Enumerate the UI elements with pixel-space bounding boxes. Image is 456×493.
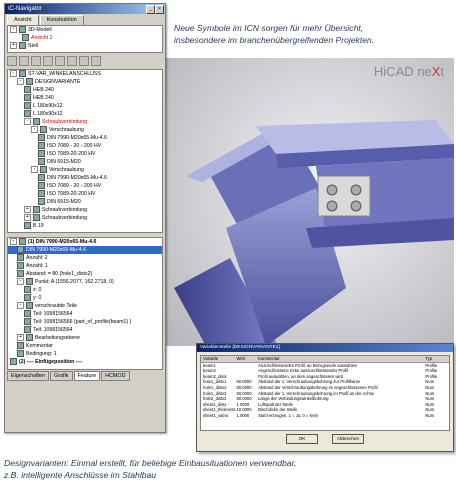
table-header bbox=[201, 356, 449, 363]
tab-eigenschaften[interactable]: Eigenschaften bbox=[7, 371, 49, 381]
table-cell: Num bbox=[425, 390, 435, 396]
model-icon bbox=[19, 26, 26, 33]
brand-prefix: HiCAD ne bbox=[373, 64, 432, 79]
tree-node-icon bbox=[33, 118, 40, 125]
table-cell: beam2_distx bbox=[203, 373, 227, 379]
tab-ansicht[interactable]: Ansicht bbox=[7, 15, 39, 25]
table-cell: Abstand der 1. Verschraubungsbohrung zur Profilkante bbox=[258, 379, 361, 385]
table-cell: sheet1_thickness bbox=[203, 407, 236, 413]
tree-node-icon bbox=[33, 214, 40, 221]
tree-node-icon bbox=[38, 182, 45, 189]
tab-grafik[interactable]: Grafik bbox=[50, 371, 72, 381]
tree-label: HEB 240 bbox=[33, 87, 54, 93]
expand-icon[interactable]: + bbox=[24, 206, 31, 213]
table-cell: beam1 bbox=[203, 362, 216, 368]
property-label: x: 0 bbox=[33, 287, 42, 293]
tree-item[interactable] bbox=[8, 118, 162, 126]
property-node-icon bbox=[17, 262, 24, 269]
tree-item[interactable] bbox=[8, 142, 162, 150]
table-cell: hole1_distx1 bbox=[203, 379, 227, 385]
tree-label: Schraubverbindung bbox=[42, 207, 87, 213]
caption-bottom-line-2: z.B. intelligente Anschlüsse im Stahlbau bbox=[4, 470, 157, 480]
property-item[interactable] bbox=[8, 286, 162, 294]
tree-label: ST-VAR_WINKELANSCHLUSS bbox=[28, 71, 101, 77]
property-item[interactable] bbox=[8, 238, 162, 246]
tree-label: Verschraubung bbox=[49, 127, 84, 133]
view-icon bbox=[22, 34, 29, 41]
tree-item[interactable] bbox=[8, 134, 162, 142]
property-label: Teil: 1098156564 bbox=[33, 327, 73, 333]
tree-node-icon bbox=[24, 222, 31, 229]
tree-node-icon bbox=[33, 206, 40, 213]
tree-item[interactable] bbox=[8, 206, 162, 214]
variable-table bbox=[200, 355, 450, 431]
property-node-icon bbox=[24, 286, 31, 293]
tree-label: L 180x90x12 bbox=[33, 111, 63, 117]
view-tree-pane bbox=[7, 25, 163, 53]
property-item[interactable] bbox=[8, 278, 162, 286]
tree-label: ISO 7089 - 20 - 200 HV bbox=[47, 143, 102, 149]
close-icon[interactable]: × bbox=[155, 5, 164, 14]
tree-label: ISO 7089-20-200 HV bbox=[47, 191, 96, 197]
property-label: Teil: 1098156564 bbox=[33, 311, 73, 317]
settings-icon[interactable] bbox=[91, 56, 101, 66]
caption-top bbox=[174, 22, 454, 46]
property-label: verschraubte Teile bbox=[35, 303, 78, 309]
expand-icon[interactable]: - bbox=[10, 70, 17, 77]
tree-item[interactable] bbox=[8, 158, 162, 166]
tree-node-icon bbox=[40, 166, 47, 173]
tree-item[interactable] bbox=[8, 86, 162, 94]
tree-label: B 19 bbox=[33, 223, 44, 229]
tree-label: Verschraubung bbox=[49, 167, 84, 173]
property-node-icon bbox=[17, 350, 24, 357]
table-cell: 50.0000 bbox=[236, 390, 252, 396]
property-item[interactable] bbox=[8, 358, 162, 366]
variable-dialog bbox=[196, 343, 454, 452]
dialog-title: Variablenstelle [DESIGNVARIANTE1] bbox=[197, 344, 453, 352]
navigator-tabs bbox=[5, 14, 165, 25]
table-cell: Profile bbox=[425, 373, 438, 379]
tree-label: L 180x90x12 bbox=[33, 103, 63, 109]
properties-pane bbox=[7, 237, 163, 370]
caption-top-line-2: insbesondere im branchenübergreifenden Projekten. bbox=[174, 35, 375, 45]
tree-item-stell[interactable]: + Stell bbox=[8, 42, 162, 50]
property-label: Bedingung: 1 bbox=[26, 351, 57, 357]
tree-label: DESIGNVARIANTE bbox=[35, 79, 81, 85]
tree-node-icon bbox=[38, 174, 45, 181]
property-label: (2) ---- Einfügeposition ---- bbox=[19, 359, 83, 365]
property-item[interactable] bbox=[8, 318, 162, 326]
table-cell: Num bbox=[425, 401, 435, 407]
tree-label: DIN 7990-M20x65-Mu-4.6 bbox=[47, 135, 107, 141]
tree-item[interactable] bbox=[8, 70, 162, 78]
property-node-icon bbox=[19, 238, 26, 245]
minimize-icon[interactable]: _ bbox=[146, 5, 155, 14]
tab-feature[interactable]: Feature bbox=[74, 371, 101, 381]
tree-node-icon bbox=[38, 190, 45, 197]
col-kommentar[interactable]: Kommentar bbox=[258, 356, 280, 361]
property-label: Teil: 1098156566 {part_of_profile(beam1) } bbox=[33, 319, 132, 325]
tree-item-view-1[interactable]: Ansicht 1 bbox=[8, 34, 162, 42]
table-cell: Blechdicke der Steife bbox=[258, 407, 298, 413]
table-cell: beam2 bbox=[203, 368, 216, 374]
expand-icon[interactable]: - bbox=[24, 118, 31, 125]
expand-icon[interactable]: + bbox=[10, 42, 17, 49]
tree-node-icon bbox=[38, 134, 45, 141]
table-cell: Länge der Verbindungswinkelbohrung bbox=[258, 396, 329, 402]
assembly-icon[interactable] bbox=[79, 56, 89, 66]
table-cell: hole1_distx3 bbox=[203, 390, 227, 396]
tree-item[interactable] bbox=[8, 214, 162, 222]
table-body bbox=[201, 363, 449, 419]
table-cell: Anzuschliessendes Profil, an Bezugsende auswählen bbox=[258, 362, 358, 368]
tab-hcmod[interactable]: HCMOD bbox=[101, 371, 129, 381]
tree-item[interactable] bbox=[8, 182, 162, 190]
tree-node-icon bbox=[38, 142, 45, 149]
table-cell: Abstand der Verschraubungsbohrung im angeschlossenen Profil bbox=[258, 384, 378, 390]
expand-icon[interactable]: + bbox=[17, 334, 24, 341]
table-cell: hole2_distx2 bbox=[203, 396, 227, 402]
table-cell: Num bbox=[425, 412, 435, 418]
tree-label: Schraubverbindung bbox=[42, 215, 87, 221]
tree-node-icon bbox=[26, 78, 33, 85]
tree-node-icon bbox=[24, 102, 31, 109]
property-label: Bearbeitungsebene bbox=[35, 335, 80, 341]
property-label: DIN 7990-M20x65-Mu-4.6 bbox=[26, 247, 86, 253]
tree-label: ISO 7089 - 20 - 200 HV bbox=[47, 183, 102, 189]
property-label: (1) DIN 7990-M20x65-Mu-4.6 bbox=[28, 239, 97, 245]
tree-item[interactable] bbox=[8, 198, 162, 206]
table-cell: Num bbox=[425, 384, 435, 390]
tree-item[interactable] bbox=[8, 78, 162, 86]
property-node-icon bbox=[26, 302, 33, 309]
tree-node-icon bbox=[24, 110, 31, 117]
tree-node-icon bbox=[38, 198, 45, 205]
table-cell: Profile bbox=[425, 362, 438, 368]
expand-icon[interactable]: - bbox=[17, 278, 24, 285]
property-node-icon bbox=[24, 310, 31, 317]
bolt-3 bbox=[327, 201, 337, 211]
property-label: Anzahl: 1 bbox=[26, 263, 48, 269]
table-cell: 80.0000 bbox=[236, 384, 252, 390]
property-node-icon bbox=[24, 326, 31, 333]
property-item[interactable] bbox=[8, 254, 162, 262]
table-cell: Profil auswählen, an dem angeschlossen wird bbox=[258, 373, 344, 379]
table-cell: sheet1_vatno bbox=[203, 412, 229, 418]
property-item[interactable] bbox=[8, 310, 162, 318]
table-row[interactable] bbox=[201, 413, 449, 419]
tree-item[interactable] bbox=[8, 126, 162, 134]
cad-3d-viewport[interactable] bbox=[166, 58, 454, 346]
expand-icon[interactable]: + bbox=[24, 214, 31, 221]
tree-item[interactable] bbox=[8, 222, 162, 230]
tree-item[interactable] bbox=[8, 150, 162, 158]
expand-icon[interactable]: - bbox=[17, 302, 24, 309]
bolt-2 bbox=[351, 185, 361, 195]
dialog-buttons bbox=[197, 434, 453, 444]
caption-bottom bbox=[4, 457, 444, 481]
table-cell: Abstand der 1. Verschraubungsbohrung im Profil an der Achse bbox=[258, 390, 375, 396]
property-item[interactable] bbox=[8, 342, 162, 350]
property-node-icon bbox=[26, 334, 33, 341]
caption-bottom-line-1: Designvarianten: Einmal erstellt, für beliebige Einbausituationen verwendbar, bbox=[4, 458, 297, 468]
tree-item[interactable] bbox=[8, 174, 162, 182]
tree-item[interactable] bbox=[8, 166, 162, 174]
property-node-icon bbox=[17, 270, 24, 277]
tree-label: Schraubverbindung bbox=[42, 119, 87, 125]
tree-node-icon bbox=[19, 70, 26, 77]
tree-label: DIN 6915-M20 bbox=[47, 199, 81, 205]
bolt-1 bbox=[327, 185, 337, 195]
tree-node-icon bbox=[38, 158, 45, 165]
table-cell: 10.0000 bbox=[236, 407, 252, 413]
cancel-button[interactable]: Abbrechen bbox=[332, 434, 364, 444]
expand-icon[interactable]: - bbox=[10, 238, 17, 245]
navigator-title: IC-Navigator bbox=[8, 6, 42, 12]
property-node-icon bbox=[17, 342, 24, 349]
caption-top-line-1: Neue Symbole im ICN sorgen für mehr Übersicht, bbox=[174, 23, 364, 33]
property-item[interactable] bbox=[8, 350, 162, 358]
bolt-4 bbox=[351, 201, 361, 211]
expand-icon[interactable]: - bbox=[17, 78, 24, 85]
property-node-icon bbox=[24, 318, 31, 325]
tree-label: DIN 7990-M20x65-Mu-4.6 bbox=[47, 175, 107, 181]
angle-plate bbox=[318, 176, 370, 216]
col-variable[interactable]: Variable bbox=[203, 356, 219, 361]
table-cell: hole1_distx2 bbox=[203, 384, 227, 390]
property-label: Kommentar bbox=[26, 343, 53, 349]
table-cell: 80.0000 bbox=[236, 396, 252, 402]
structure-tree-pane bbox=[7, 69, 163, 233]
folder-icon bbox=[19, 42, 26, 49]
tree-item[interactable] bbox=[8, 94, 162, 102]
navigator-titlebar bbox=[5, 4, 165, 14]
property-node-icon bbox=[26, 278, 33, 285]
property-label: Abstand: = 80 {hole1_distx2} bbox=[26, 271, 93, 277]
table-cell: 1.0000 bbox=[236, 401, 250, 407]
property-item[interactable] bbox=[8, 246, 162, 254]
steel-beam-connection-render bbox=[166, 58, 454, 346]
property-item[interactable] bbox=[8, 270, 162, 278]
tab-konstruktion[interactable]: Konstruktion bbox=[40, 15, 84, 25]
tree-icon[interactable] bbox=[31, 56, 41, 66]
property-node-icon bbox=[10, 358, 17, 365]
table-cell: 1.0000 bbox=[236, 412, 250, 418]
tree-label: DIN 6915-M20 bbox=[47, 159, 81, 165]
bottom-tabs bbox=[7, 371, 163, 381]
expand-icon[interactable]: - bbox=[31, 126, 38, 133]
binoculars-icon[interactable] bbox=[7, 56, 17, 66]
property-node-icon bbox=[24, 294, 31, 301]
table-cell: 60.0000 bbox=[236, 379, 252, 385]
navigator-toolbar bbox=[7, 55, 163, 67]
property-label: Punkt: A (1556.2077, 162.2718, 0) bbox=[35, 279, 114, 285]
tree-node-icon bbox=[24, 86, 31, 93]
paste-icon[interactable] bbox=[55, 56, 65, 66]
tree-label: ISO 7089-20-200 HV bbox=[47, 151, 96, 157]
brand-suffix: t bbox=[440, 64, 444, 79]
expand-icon[interactable]: - bbox=[31, 166, 38, 173]
property-item[interactable] bbox=[8, 302, 162, 310]
table-cell: Stahl erzeugen, 1 = Ja, 0 = Nein bbox=[258, 412, 319, 418]
tree-node-icon bbox=[24, 94, 31, 101]
tree-item[interactable] bbox=[8, 190, 162, 198]
tree-label: HEB 240 bbox=[33, 95, 54, 101]
property-item[interactable] bbox=[8, 294, 162, 302]
table-cell: Num bbox=[425, 396, 435, 402]
col-wert[interactable]: Wert bbox=[236, 356, 246, 361]
ic-navigator-window bbox=[4, 3, 166, 433]
property-item[interactable] bbox=[8, 334, 162, 342]
tree-node-icon bbox=[40, 126, 47, 133]
property-node-icon bbox=[17, 246, 24, 253]
tree-item[interactable] bbox=[8, 102, 162, 110]
table-cell: Angeschlossene Ecke auszuschliessender Profil bbox=[258, 368, 348, 374]
table-cell: Luftspalt der Steife bbox=[258, 401, 294, 407]
col-typ[interactable]: Typ bbox=[425, 356, 433, 361]
property-item[interactable] bbox=[8, 326, 162, 334]
property-label: y: 0 bbox=[33, 295, 42, 301]
table-cell: sheet1_distx bbox=[203, 401, 227, 407]
property-label: Anzahl: 2 bbox=[26, 255, 48, 261]
ok-button[interactable]: OK bbox=[286, 434, 318, 444]
expand-icon[interactable]: - bbox=[10, 26, 17, 33]
property-node-icon bbox=[17, 254, 24, 261]
tree-item-3d-model[interactable]: - 3D-Modell bbox=[8, 26, 162, 34]
table-cell: Num bbox=[425, 379, 435, 385]
hicad-next-logo bbox=[374, 64, 444, 79]
brand-x: X bbox=[431, 64, 441, 79]
property-item[interactable] bbox=[8, 262, 162, 270]
table-cell: Num bbox=[425, 407, 435, 413]
table-cell: Profile bbox=[425, 368, 438, 374]
part-icon[interactable] bbox=[67, 56, 77, 66]
tree-node-icon bbox=[38, 150, 45, 157]
tree-item[interactable] bbox=[8, 110, 162, 118]
copy-icon[interactable] bbox=[43, 56, 53, 66]
filter-icon[interactable] bbox=[19, 56, 29, 66]
